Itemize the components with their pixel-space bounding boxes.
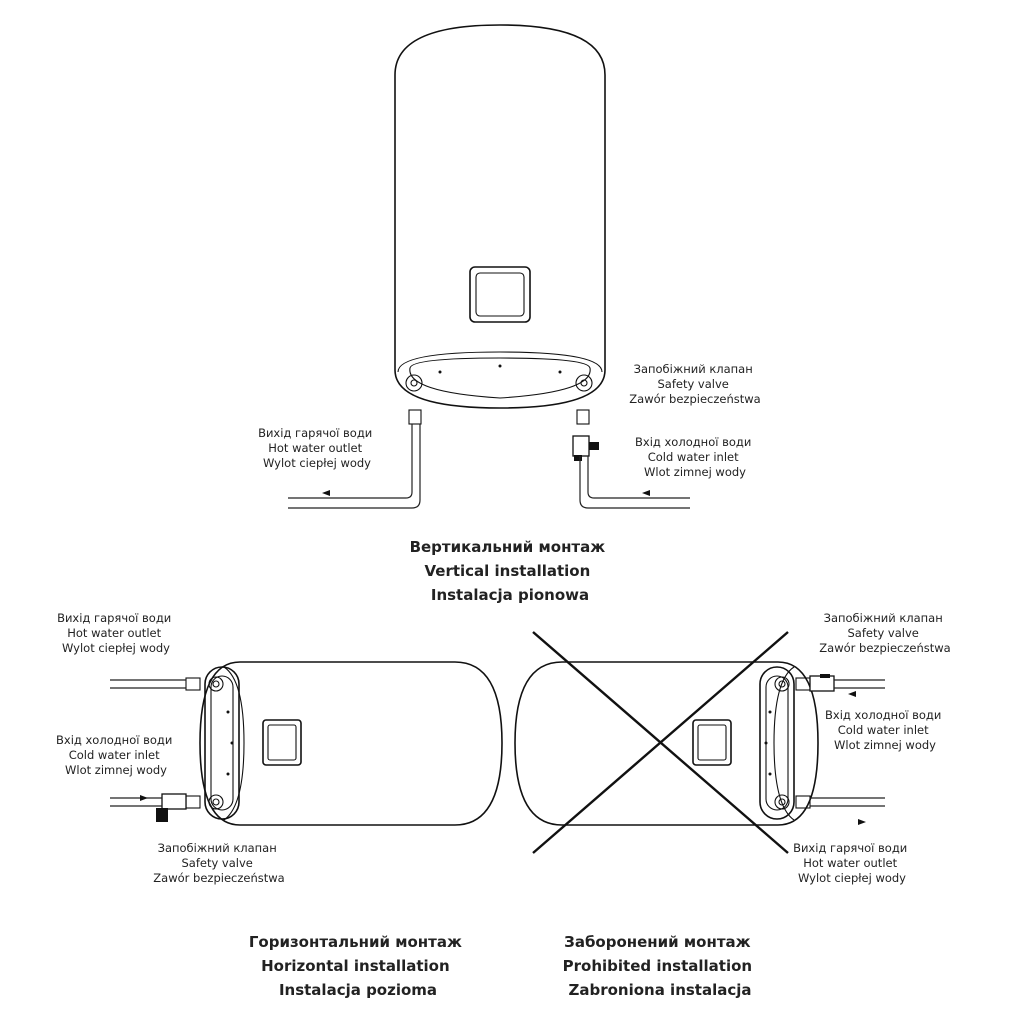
vertical-bottom-flange: [410, 358, 590, 398]
horizontal-hot-port-inner: [213, 681, 219, 687]
vertical-tank-body: [395, 25, 605, 408]
horizontal-cold-port-inner: [213, 799, 219, 805]
prohibited-cold-pipe: [834, 680, 885, 688]
vertical-cold-fitting: [577, 410, 589, 424]
vertical-rivet: [499, 365, 502, 368]
vertical-hot-outlet-label: Вихід гарячої води Hot water outlet Wylot ciepłej wody: [258, 426, 373, 470]
vertical-safety-valve-label: Запобіжний клапан Safety valve Zawór bezpieczeństwa: [629, 362, 761, 406]
vertical-valve-side: [589, 442, 599, 450]
prohibited-hot-outlet-label: Вихід гарячої води Hot water outlet Wylot ciepłej wody: [793, 841, 908, 885]
vertical-valve-drain: [574, 455, 582, 461]
prohibited-safety-valve-label: Запобіжний клапан Safety valve Zawór bezpieczeństwa: [819, 611, 951, 655]
prohibited-control-panel: [693, 720, 731, 765]
horizontal-rivet: [227, 711, 230, 714]
prohibited-caption: Заборонений монтаж Prohibited installation Zabroniona instalacja: [562, 933, 753, 999]
horizontal-cold-fitting: [186, 796, 200, 808]
vertical-caption: Вертикальний монтаж Vertical installation Instalacja pionowa: [409, 538, 606, 604]
prohibited-cold-inlet-label: Вхід холодної води Cold water inlet Wlot zimnej wody: [825, 708, 942, 752]
vertical-hot-arrow: [322, 490, 342, 496]
horizontal-hot-outlet-label: Вихід гарячої води Hot water outlet Wylot ciepłej wody: [57, 611, 172, 655]
horizontal-cold-pipe: [110, 798, 162, 806]
horizontal-tank-rim: [224, 667, 244, 820]
horizontal-tank-body: [200, 662, 502, 825]
prohibited-valve-cap: [820, 674, 830, 678]
prohibited-hot-arrow: [848, 819, 866, 825]
prohibited-cold-arrow: [848, 691, 866, 697]
horizontal-cold-inlet-label: Вхід холодної води Cold water inlet Wlot zimnej wody: [56, 733, 173, 777]
vertical-cold-inlet-label: Вхід холодної води Cold water inlet Wlot zimnej wody: [635, 435, 752, 479]
vertical-rivet: [559, 371, 562, 374]
horizontal-valve-drain: [156, 808, 168, 822]
prohibited-heater: [515, 632, 885, 853]
prohibited-control-panel-inner: [698, 725, 726, 760]
prohibited-safety-valve: [810, 676, 834, 691]
prohibited-rivet: [769, 773, 772, 776]
prohibited-tank-body: [515, 662, 818, 825]
prohibited-cold-fitting: [796, 678, 810, 690]
prohibited-rivet: [765, 742, 768, 745]
prohibited-flange-inner: [766, 676, 788, 810]
horizontal-safety-valve-label: Запобіжний клапан Safety valve Zawór bezpieczeństwa: [153, 841, 285, 885]
horizontal-hot-pipe: [110, 680, 186, 688]
vertical-tank-bottom-rim: [398, 352, 602, 372]
prohibited-hot-pipe: [810, 798, 885, 806]
horizontal-safety-valve: [162, 794, 186, 809]
vertical-hot-port-inner: [411, 380, 417, 386]
vertical-control-panel-inner: [476, 273, 524, 316]
horizontal-control-panel-inner: [268, 725, 296, 760]
horizontal-hot-fitting: [186, 678, 200, 690]
horizontal-caption: Горизонтальний монтаж Horizontal installation Instalacja pozioma: [248, 933, 462, 999]
vertical-safety-valve: [573, 436, 589, 456]
horizontal-flange: [205, 667, 239, 819]
horizontal-control-panel: [263, 720, 301, 765]
horizontal-flange-inner: [211, 676, 233, 810]
vertical-hot-fitting: [409, 410, 421, 424]
horizontal-rivet: [231, 742, 234, 745]
prohibited-rivet: [769, 711, 772, 714]
horizontal-rivet: [227, 773, 230, 776]
vertical-cold-port: [576, 375, 592, 391]
vertical-cold-arrow: [642, 490, 662, 496]
vertical-rivet: [439, 371, 442, 374]
vertical-control-panel: [470, 267, 530, 322]
